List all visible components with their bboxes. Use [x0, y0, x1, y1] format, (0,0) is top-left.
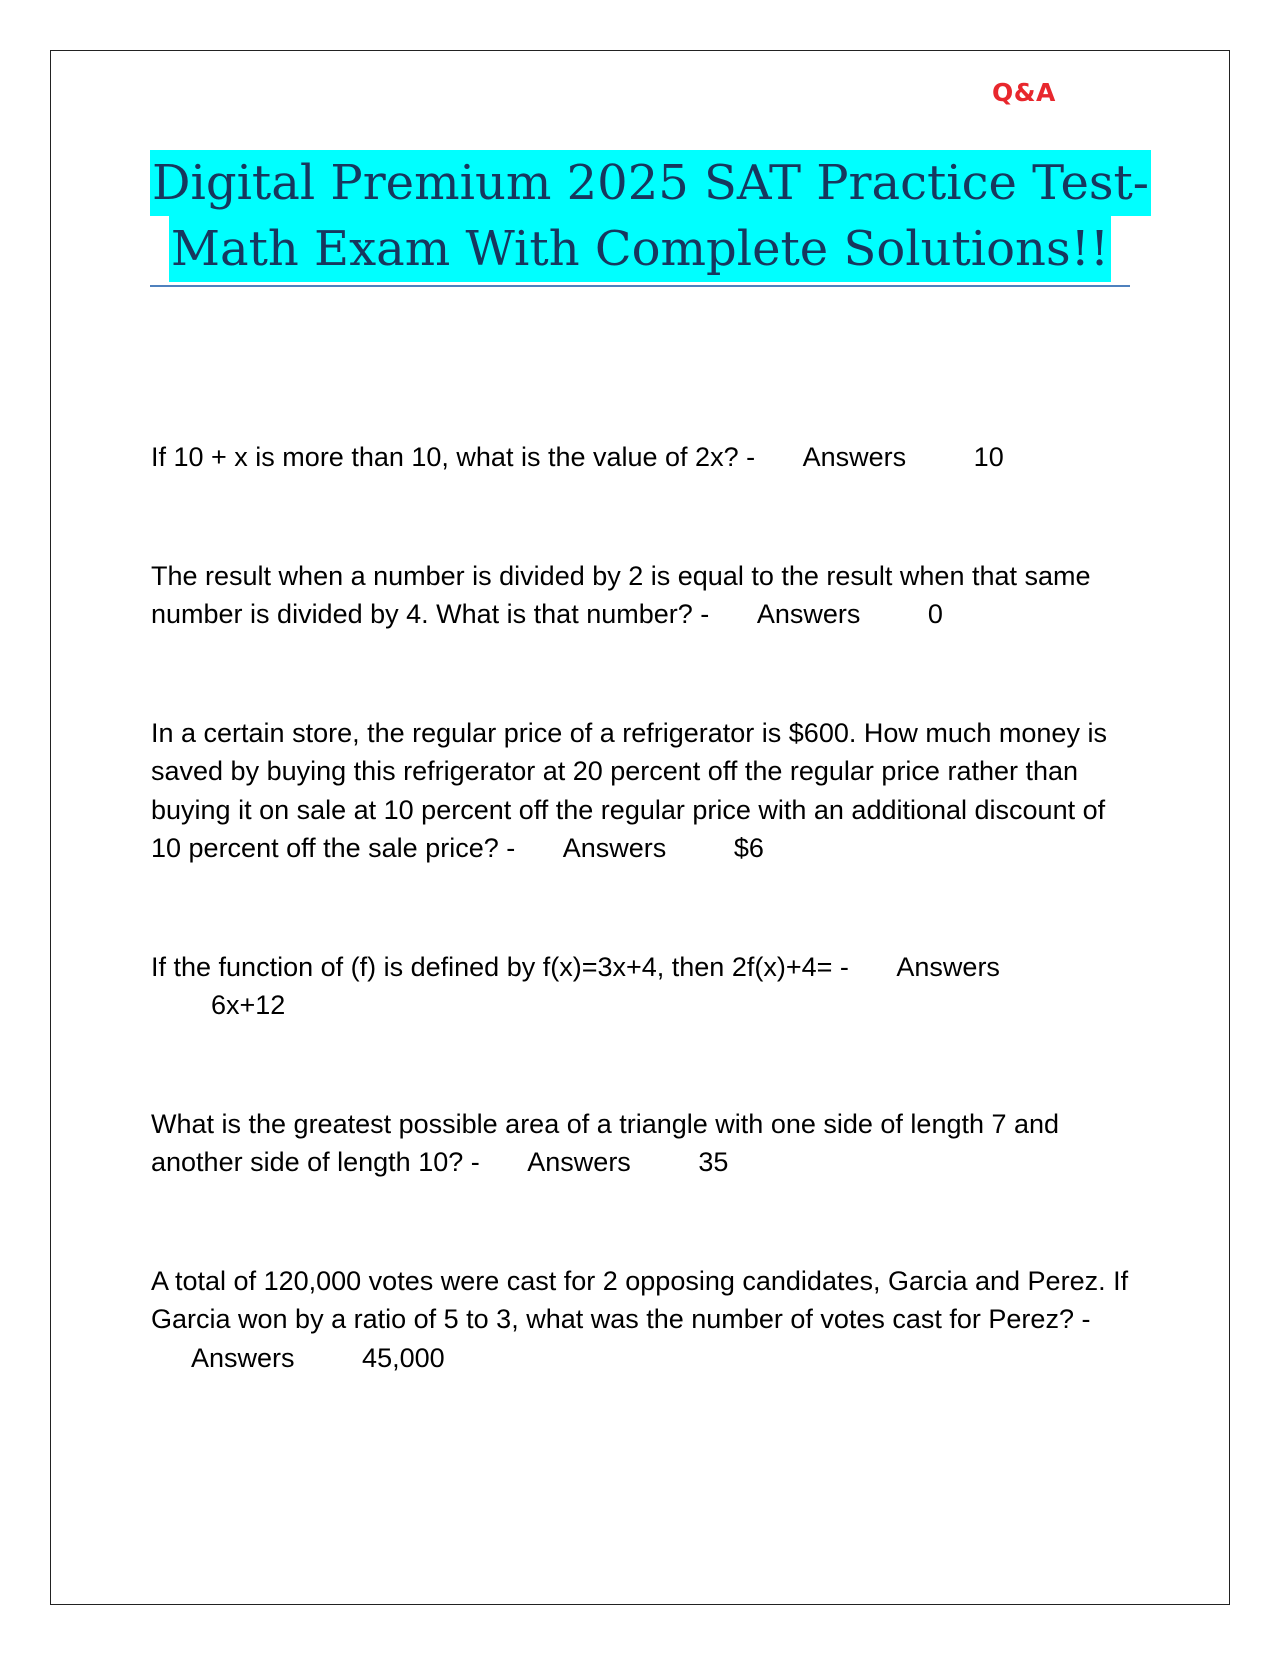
answer-value: $6: [733, 833, 764, 863]
title-line-2: Math Exam With Complete Solutions!!: [169, 216, 1111, 282]
answer-value: 0: [927, 599, 943, 629]
title-line-1: Digital Premium 2025 SAT Practice Test-: [150, 150, 1151, 216]
question-text: If 10 + x is more than 10, what is the value of 2x?: [151, 442, 739, 472]
question-separator: -: [700, 599, 710, 629]
question-separator: -: [746, 442, 756, 472]
qa-item: [151, 948, 1141, 1025]
answer-label: Answers: [527, 1147, 631, 1177]
document-title: [150, 150, 1150, 282]
qa-list: [151, 438, 1141, 1457]
answer-value: 10: [973, 442, 1004, 472]
qa-item: [151, 438, 1141, 477]
answer-label: Answers: [802, 442, 907, 472]
question-separator: -: [470, 1147, 480, 1177]
qa-item: [151, 1262, 1141, 1378]
answer-label: Answers: [756, 599, 861, 629]
qa-item: [151, 1105, 1141, 1182]
title-underline: [150, 285, 1130, 287]
question-text: If the function of (f) is defined by f(x)=3x+4, then 2f(x)+4=: [151, 951, 833, 982]
question-text: What is the greatest possible area of a triangle with one side of length 7 and another side of length 10?: [151, 1108, 1060, 1177]
question-text: In a certain store, the regular price of a refrigerator is $600. How much money is saved by buying this refrigerator at 20 percent off the regular price rather than buying it on sale at 10 percent off the regular price with an additional discount of 10 percent off the sale price?: [151, 717, 1107, 863]
answer-value: 45,000: [362, 1342, 445, 1373]
answer-label: Answers: [191, 1342, 295, 1373]
question-text: The result when a number is divided by 2 is equal to the result when that same number is divided by 4. What is that number?: [151, 560, 1091, 629]
question-separator: -: [506, 833, 516, 863]
question-separator: -: [1081, 1304, 1091, 1334]
qa-tag: Q&A: [992, 78, 1056, 107]
answer-value: 35: [698, 1147, 729, 1177]
answer-value: 6x+12: [211, 990, 286, 1020]
qa-item: [151, 714, 1141, 868]
question-text: A total of 120,000 votes were cast for 2 opposing candidates, Garcia and Perez. If Garcia won by a ratio of 5 to 3, what was the number of votes cast for Perez?: [151, 1265, 1129, 1334]
answer-label: Answers: [562, 833, 667, 863]
answer-label: Answers: [896, 951, 1000, 982]
qa-item: [151, 557, 1141, 634]
question-separator: -: [839, 951, 849, 982]
